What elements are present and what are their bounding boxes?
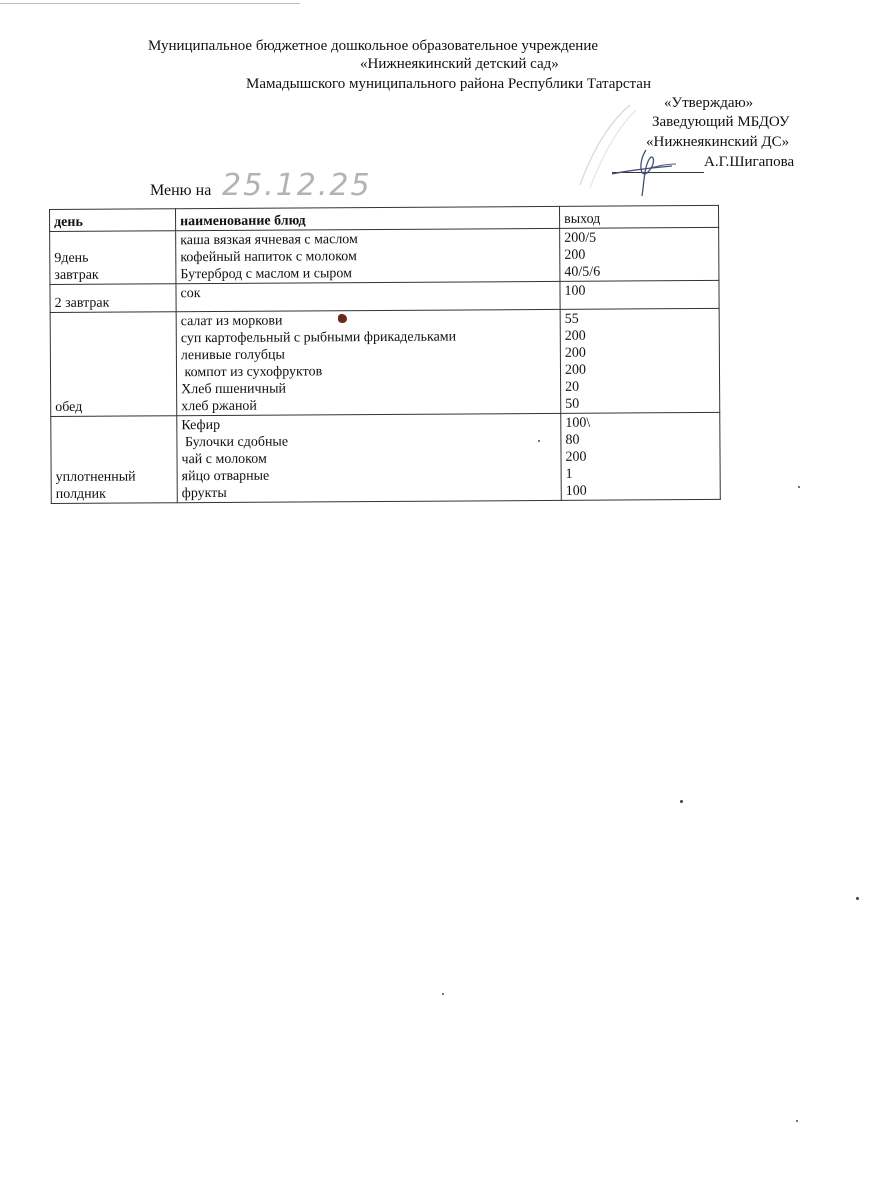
dish-item: сок [180, 286, 201, 302]
institution-line-2: «Нижнеякинский детский сад» [360, 56, 559, 72]
day-cell [50, 312, 177, 417]
day-text: обед [55, 399, 83, 415]
scan-speck [442, 993, 444, 995]
dishes-cell [177, 413, 562, 502]
approval-signatory: А.Г.Шигапова [704, 154, 795, 170]
output-cell [561, 412, 721, 500]
table-row [50, 227, 719, 284]
menu-date: 25.12.25 [222, 168, 372, 203]
output-value: 200 [564, 328, 586, 344]
scan-edge-line [0, 3, 300, 4]
dishes-cell [176, 228, 560, 283]
approval-line-3: «Нижнеякинский ДС» [646, 134, 790, 150]
dishes-cell [176, 309, 561, 415]
output-value: 100 [564, 283, 586, 299]
dishes-cell [176, 281, 560, 311]
output-value: 200 [565, 449, 587, 465]
output-value: 50 [565, 396, 580, 412]
scan-speck [796, 1120, 798, 1122]
day-text: уплотненный [55, 469, 136, 485]
table-row [50, 308, 720, 416]
dish-item: яйцо отварные [181, 468, 270, 485]
day-text: полдник [55, 486, 106, 502]
output-value: 200 [564, 247, 586, 263]
dish-item: кофейный напиток с молоком [180, 249, 357, 266]
institution-line-3: Мамадышского муниципального района Республики Татарстан [246, 76, 651, 92]
output-value: 100\ [565, 415, 591, 431]
output-cell [560, 227, 719, 281]
output-value: 200 [564, 362, 587, 378]
dish-item: фрукты [181, 485, 227, 502]
output-value: 200/5 [564, 230, 597, 246]
day-text: 9день [54, 250, 89, 266]
approval-line-2: Заведующий МБДОУ [652, 114, 790, 130]
menu-table [49, 205, 721, 504]
header-dishes: наименование блюд [176, 206, 560, 230]
table-row [50, 280, 719, 312]
dish-item: хлеб ржаной [181, 398, 257, 415]
menu-label: Меню на [150, 182, 212, 199]
day-cell [50, 231, 176, 285]
output-value: 40/5/6 [564, 264, 601, 280]
dish-item: суп картофельный с рыбными фрикадельками [180, 329, 457, 347]
dish-item: Бутерброд с маслом и сыром [180, 266, 353, 283]
output-value: 80 [565, 432, 580, 448]
dish-item: компот из сухофруктов [180, 364, 323, 381]
scan-speck [856, 897, 859, 900]
approval-line-1: «Утверждаю» [664, 95, 754, 111]
dish-item: ленивые голубцы [180, 347, 285, 364]
institution-line-1: Муниципальное бюджетное дошкольное образовательное учреждение [148, 38, 598, 54]
dish-item: салат из моркови [180, 313, 283, 330]
output-value: 55 [564, 311, 579, 327]
day-text: 2 завтрак [54, 295, 110, 311]
output-value: 100 [565, 483, 587, 499]
scan-speck [680, 800, 683, 803]
header-day: день [50, 209, 176, 232]
dish-item: каша вязкая ячневая с маслом [180, 232, 358, 249]
ink-blot [338, 314, 347, 323]
output-value: 1 [565, 466, 573, 482]
output-value: 200 [564, 345, 586, 361]
output-cell [560, 308, 720, 413]
signature [610, 140, 680, 200]
dish-item: Булочки сдобные [181, 434, 289, 451]
scan-speck [798, 486, 800, 488]
day-cell [51, 416, 178, 504]
output-value: 20 [565, 379, 580, 395]
scan-speck [538, 440, 540, 442]
table-row [51, 412, 721, 503]
dish-item: Кефир [181, 417, 221, 434]
day-text: завтрак [54, 267, 99, 283]
dish-item: чай с молоком [181, 451, 267, 468]
day-cell [50, 284, 176, 313]
output-cell [560, 280, 719, 309]
header-output: выход [559, 205, 718, 228]
dish-item: Хлеб пшеничный [181, 381, 286, 398]
